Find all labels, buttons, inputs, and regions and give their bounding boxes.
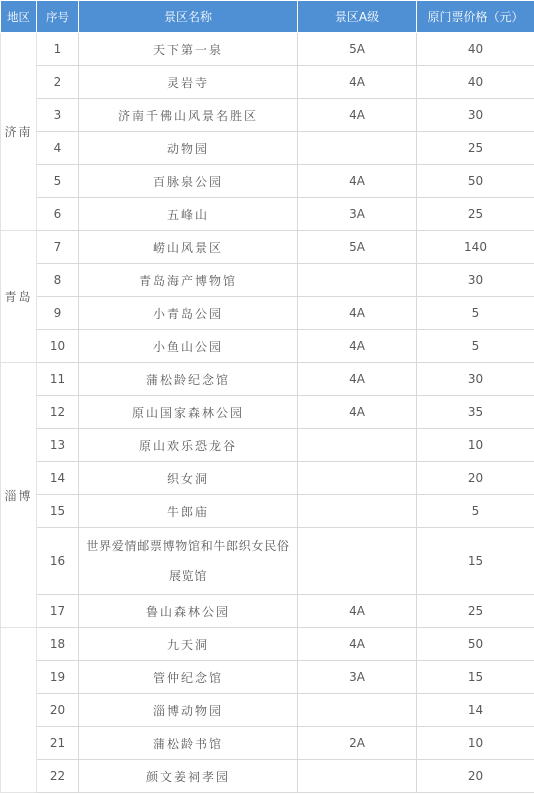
cell-grade — [298, 495, 417, 528]
cell-index: 21 — [37, 727, 79, 760]
table-row — [1, 330, 534, 363]
cell-index: 18 — [37, 628, 79, 661]
cell-index: 2 — [37, 66, 79, 99]
cell-grade: 5A — [298, 33, 417, 66]
table-row — [1, 694, 534, 727]
table-row — [1, 760, 534, 793]
cell-price: 5 — [417, 495, 534, 528]
cell-scenic-name: 小青岛公园 — [79, 297, 298, 330]
header-index: 序号 — [37, 1, 79, 33]
header-price: 原门票价格（元） — [417, 1, 534, 33]
cell-region: 淄博 — [1, 363, 37, 628]
cell-price: 30 — [417, 363, 534, 396]
cell-scenic-name: 小鱼山公园 — [79, 330, 298, 363]
cell-grade: 4A — [298, 99, 417, 132]
cell-index: 7 — [37, 231, 79, 264]
cell-price: 40 — [417, 66, 534, 99]
cell-index: 13 — [37, 429, 79, 462]
cell-index: 14 — [37, 462, 79, 495]
header-row — [1, 1, 534, 33]
cell-grade: 4A — [298, 165, 417, 198]
cell-grade — [298, 429, 417, 462]
table-row — [1, 363, 534, 396]
cell-region: 济南 — [1, 33, 37, 231]
table-row — [1, 165, 534, 198]
cell-index: 9 — [37, 297, 79, 330]
cell-scenic-name: 原山欢乐恐龙谷 — [79, 429, 298, 462]
cell-scenic-name: 原山国家森林公园 — [79, 396, 298, 429]
cell-index: 15 — [37, 495, 79, 528]
cell-grade: 3A — [298, 661, 417, 694]
header-scenic-name: 景区名称 — [79, 1, 298, 33]
cell-price: 20 — [417, 760, 534, 793]
cell-price: 25 — [417, 595, 534, 628]
table-header — [1, 1, 534, 33]
cell-grade — [298, 528, 417, 595]
cell-scenic-name: 济南千佛山风景名胜区 — [79, 99, 298, 132]
table-row — [1, 231, 534, 264]
table-row — [1, 628, 534, 661]
table-row — [1, 495, 534, 528]
table-row — [1, 396, 534, 429]
cell-grade — [298, 760, 417, 793]
cell-index: 19 — [37, 661, 79, 694]
cell-scenic-name: 动物园 — [79, 132, 298, 165]
cell-scenic-name: 牛郎庙 — [79, 495, 298, 528]
cell-price: 25 — [417, 132, 534, 165]
cell-index: 12 — [37, 396, 79, 429]
table-row — [1, 727, 534, 760]
cell-index: 3 — [37, 99, 79, 132]
cell-price: 15 — [417, 528, 534, 595]
cell-price: 30 — [417, 264, 534, 297]
table-row — [1, 66, 534, 99]
cell-index: 6 — [37, 198, 79, 231]
cell-scenic-name: 管仲纪念馆 — [79, 661, 298, 694]
cell-index: 5 — [37, 165, 79, 198]
cell-scenic-name: 灵岩寺 — [79, 66, 298, 99]
cell-index: 4 — [37, 132, 79, 165]
cell-grade: 3A — [298, 198, 417, 231]
table-row — [1, 264, 534, 297]
cell-scenic-name: 蒲松龄纪念馆 — [79, 363, 298, 396]
cell-price: 10 — [417, 727, 534, 760]
cell-price: 140 — [417, 231, 534, 264]
cell-index: 1 — [37, 33, 79, 66]
table-row — [1, 462, 534, 495]
table-row — [1, 198, 534, 231]
cell-price: 50 — [417, 165, 534, 198]
table-row — [1, 595, 534, 628]
cell-scenic-name: 颜文姜祠孝园 — [79, 760, 298, 793]
header-region: 地区 — [1, 1, 37, 33]
cell-scenic-name: 蒲松龄书馆 — [79, 727, 298, 760]
cell-grade: 4A — [298, 363, 417, 396]
cell-index: 11 — [37, 363, 79, 396]
cell-grade: 5A — [298, 231, 417, 264]
table-row — [1, 429, 534, 462]
cell-price: 14 — [417, 694, 534, 727]
cell-scenic-name: 九天洞 — [79, 628, 298, 661]
cell-price: 35 — [417, 396, 534, 429]
cell-grade: 4A — [298, 628, 417, 661]
cell-index: 17 — [37, 595, 79, 628]
cell-scenic-name: 五峰山 — [79, 198, 298, 231]
cell-index: 22 — [37, 760, 79, 793]
cell-price: 5 — [417, 297, 534, 330]
cell-index: 20 — [37, 694, 79, 727]
table-row — [1, 99, 534, 132]
cell-grade: 4A — [298, 66, 417, 99]
cell-price: 5 — [417, 330, 534, 363]
cell-scenic-name: 淄博动物园 — [79, 694, 298, 727]
table-row — [1, 33, 534, 66]
table-row — [1, 661, 534, 694]
cell-price: 25 — [417, 198, 534, 231]
cell-price: 20 — [417, 462, 534, 495]
cell-price: 30 — [417, 99, 534, 132]
cell-grade — [298, 132, 417, 165]
cell-grade: 4A — [298, 330, 417, 363]
cell-index: 16 — [37, 528, 79, 595]
cell-scenic-name: 崂山风景区 — [79, 231, 298, 264]
cell-scenic-name: 世界爱情邮票博物馆和牛郎织女民俗展览馆 — [79, 528, 298, 595]
table-body — [1, 33, 534, 793]
table-row — [1, 132, 534, 165]
cell-price: 15 — [417, 661, 534, 694]
cell-price: 10 — [417, 429, 534, 462]
cell-scenic-name: 百脉泉公园 — [79, 165, 298, 198]
cell-price: 50 — [417, 628, 534, 661]
cell-scenic-name: 鲁山森林公园 — [79, 595, 298, 628]
cell-index: 10 — [37, 330, 79, 363]
cell-grade: 4A — [298, 396, 417, 429]
cell-grade — [298, 694, 417, 727]
cell-scenic-name: 天下第一泉 — [79, 33, 298, 66]
cell-grade: 2A — [298, 727, 417, 760]
cell-price: 40 — [417, 33, 534, 66]
header-grade: 景区A级 — [298, 1, 417, 33]
cell-scenic-name: 青岛海产博物馆 — [79, 264, 298, 297]
cell-scenic-name: 织女洞 — [79, 462, 298, 495]
cell-grade — [298, 462, 417, 495]
cell-grade — [298, 264, 417, 297]
cell-index: 8 — [37, 264, 79, 297]
cell-region — [1, 628, 37, 793]
table-row — [1, 297, 534, 330]
cell-region: 青岛 — [1, 231, 37, 363]
cell-grade: 4A — [298, 297, 417, 330]
table-row — [1, 528, 534, 595]
cell-grade: 4A — [298, 595, 417, 628]
